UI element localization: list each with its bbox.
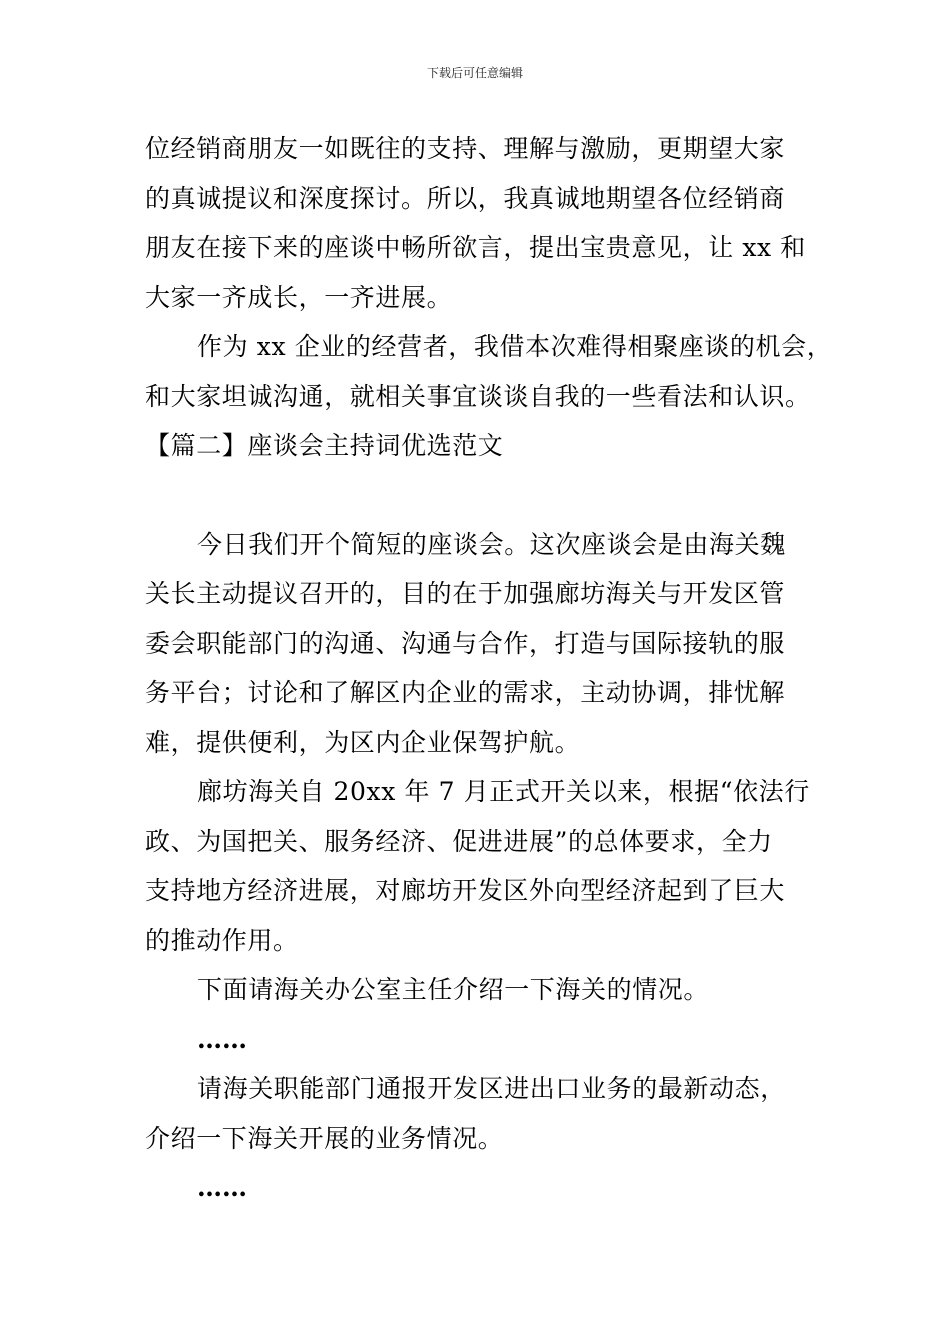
text-line: 廊坊海关自 20xx 年 7 月正式开关以来，根据“依法行 (197, 777, 810, 806)
text-line: 支持地方经济进展，对廊坊开发区外向型经济起到了巨大 (145, 876, 786, 905)
text-line: 作为 xx 企业的经营者，我借本次难得相聚座谈的机会， (197, 332, 833, 361)
text-line: 大家一齐成长，一齐进展。 (145, 282, 453, 312)
text-line: 朋友在接下来的座谈中畅所欲言，提出宝贵意见，让 xx 和 (145, 233, 806, 262)
paragraph-2 (145, 322, 833, 421)
text-line: 委会职能部门的沟通、沟通与合作，打造与国际接轨的服 (145, 628, 786, 658)
text-line: 的真诚提议和深度探讨。所以，我真诚地期望各位经销商 (145, 183, 786, 213)
paragraph-4 (145, 767, 815, 965)
document-body (145, 124, 833, 1213)
ellipsis-2: …… (197, 1173, 247, 1202)
blank-line (145, 471, 815, 520)
text-line: 关长主动提议召开的，目的在于加强廊坊海关与开发区管 (145, 579, 786, 608)
text-line: 和大家坦诚沟通，就相关事宜谈谈自我的一些看法和认识。 (145, 381, 811, 411)
text-line: 的推动作用。 (145, 925, 299, 955)
section-heading: 【篇二】座谈会主持词优选范文 (145, 431, 504, 460)
text-line: 务平台；讨论和了解区内企业的需求，主动协调，排忧解 (145, 678, 786, 707)
ellipsis-1: …… (197, 1024, 247, 1054)
text-line: 介绍一下海关开展的业务情况。 (145, 1123, 504, 1153)
text-line: 政、为国把关、服务经济、促进进展”的总体要求，全力 (145, 826, 773, 856)
page-header-note: 下载后可任意编辑 (426, 66, 523, 80)
paragraph-5: 下面请海关办公室主任介绍一下海关的情况。 (197, 975, 710, 1004)
paragraph-3 (145, 520, 815, 768)
text-line: 难，提供便利，为区内企业保驾护航。 (145, 727, 581, 757)
text-line: 位经销商朋友一如既往的支持、理解与激励，更期望大家 (145, 134, 786, 163)
paragraph-1 (145, 124, 815, 322)
text-line: 今日我们开个简短的座谈会。这次座谈会是由海关魏 (197, 529, 786, 559)
text-line: 请海关职能部门通报开发区进出口业务的最新动态， (197, 1074, 786, 1103)
paragraph-6 (145, 1064, 815, 1163)
